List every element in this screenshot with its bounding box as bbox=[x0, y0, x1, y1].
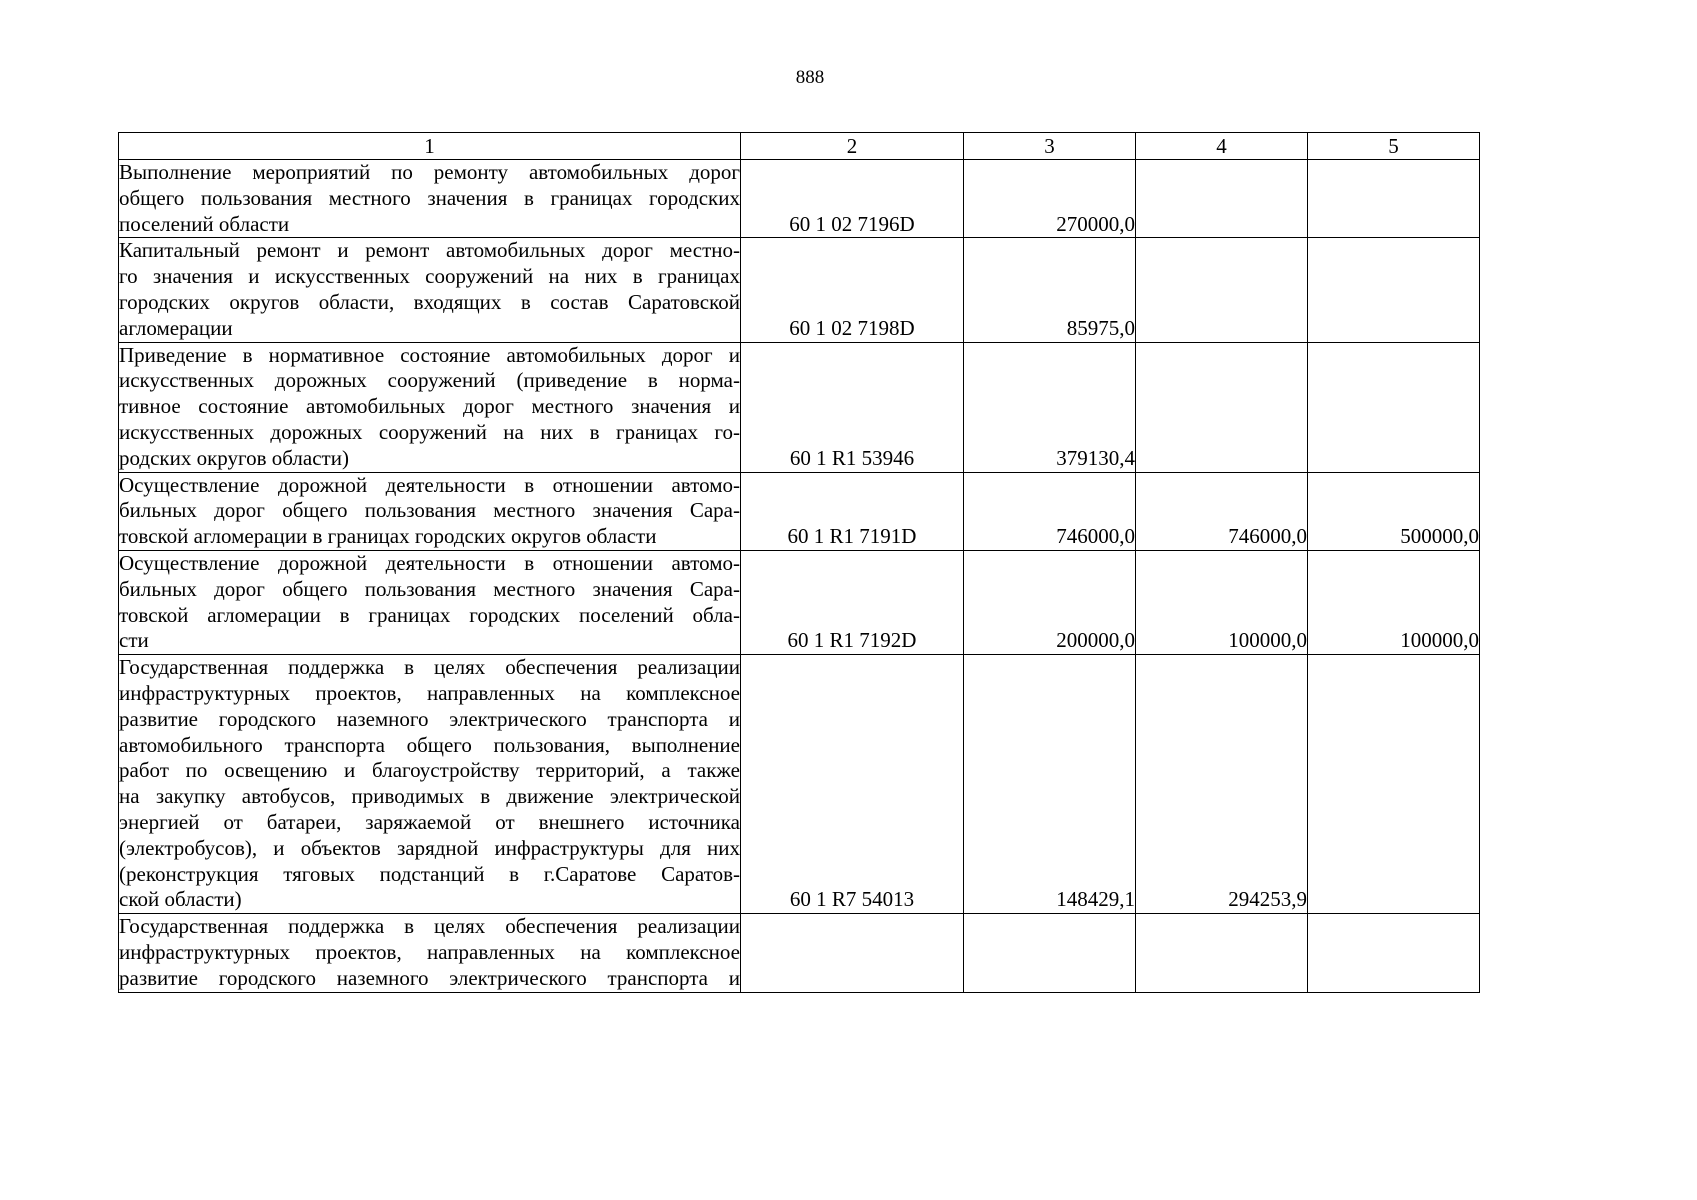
table-row bbox=[119, 472, 1480, 550]
amount-col3-cell bbox=[964, 914, 1136, 992]
amount-col5-cell bbox=[1308, 160, 1480, 238]
amount-col4-cell bbox=[1136, 914, 1308, 992]
budget-code-cell: 60 1 R1 7191D bbox=[741, 472, 964, 550]
amount-col5-cell bbox=[1308, 914, 1480, 992]
description-line: Выполнение мероприятий по ремонту автомобильных дорог bbox=[119, 160, 740, 184]
description-line: Капитальный ремонт и ремонт автомобильных дорог местно- bbox=[119, 238, 740, 263]
row-description bbox=[119, 655, 741, 914]
amount-col5-cell bbox=[1308, 655, 1480, 914]
amount-col4-cell bbox=[1136, 342, 1308, 472]
description-line: Приведение в нормативное состояние автомобильных дорог и bbox=[119, 342, 740, 367]
amount-col3-cell: 148429,1 bbox=[964, 655, 1136, 914]
description-line: работ по освещению и благоустройству территорий, а также bbox=[119, 758, 740, 783]
amount-col3-cell: 200000,0 bbox=[964, 550, 1136, 654]
row-description bbox=[119, 160, 741, 238]
table-row bbox=[119, 238, 1480, 342]
row-description bbox=[119, 238, 741, 342]
description-line: бильных дорог общего пользования местного значения Сара- bbox=[119, 576, 740, 601]
page-number: 888 bbox=[795, 67, 825, 88]
description-line: искусственных дорожных сооружений на них в границах го- bbox=[119, 419, 740, 444]
amount-col3-cell: 379130,4 bbox=[964, 342, 1136, 472]
header-row bbox=[119, 133, 1480, 160]
description-line: товской агломерации в границах городских округов области bbox=[119, 524, 657, 549]
row-description bbox=[119, 342, 741, 472]
description-line: Осуществление дорожной деятельности в отношении автомо- bbox=[119, 472, 740, 497]
description-line: Государственная поддержка в целях обеспечения реализации bbox=[119, 914, 740, 939]
budget-code-cell: 60 1 R1 7192D bbox=[741, 550, 964, 654]
table-row bbox=[119, 160, 1480, 238]
budget-table bbox=[118, 132, 1480, 993]
budget-code-cell: 60 1 02 7196D bbox=[741, 160, 964, 238]
row-description bbox=[119, 472, 741, 550]
column-header-4: 4 bbox=[1136, 133, 1308, 160]
amount-col3-cell: 746000,0 bbox=[964, 472, 1136, 550]
table-row bbox=[119, 655, 1480, 914]
table-row bbox=[119, 342, 1480, 472]
description-line: (электробусов), и объектов зарядной инфраструктуры для них bbox=[119, 835, 740, 860]
row-description bbox=[119, 914, 741, 992]
column-header-2: 2 bbox=[741, 133, 964, 160]
amount-col4-cell: 746000,0 bbox=[1136, 472, 1308, 550]
description-line: энергией от батареи, заряжаемой от внешнего источника bbox=[119, 809, 740, 834]
table-row bbox=[119, 550, 1480, 654]
budget-code-cell: 60 1 02 7198D bbox=[741, 238, 964, 342]
description-line: товской агломерации в границах городских поселений обла- bbox=[119, 602, 740, 627]
column-header-5: 5 bbox=[1308, 133, 1480, 160]
amount-col4-cell bbox=[1136, 238, 1308, 342]
column-header-3: 3 bbox=[964, 133, 1136, 160]
description-line: тивное состояние автомобильных дорог местного значения и bbox=[119, 394, 740, 419]
description-line: родских округов области) bbox=[119, 445, 349, 470]
description-line: автомобильного транспорта общего пользования, выполнение bbox=[119, 732, 740, 757]
description-line: на закупку автобусов, приводимых в движение электрической bbox=[119, 784, 740, 809]
description-line: сти bbox=[119, 628, 149, 653]
amount-col4-cell: 100000,0 bbox=[1136, 550, 1308, 654]
description-line: искусственных дорожных сооружений (приведение в норма- bbox=[119, 368, 740, 393]
description-line: общего пользования местного значения в границах городских bbox=[119, 185, 740, 210]
description-line: ской области) bbox=[119, 887, 242, 912]
description-line: инфраструктурных проектов, направленных на комплексное bbox=[119, 939, 740, 964]
amount-col5-cell bbox=[1308, 342, 1480, 472]
description-line: Осуществление дорожной деятельности в отношении автомо- bbox=[119, 550, 740, 575]
description-line: городских округов области, входящих в состав Саратовской bbox=[119, 289, 740, 314]
column-header-1: 1 bbox=[119, 133, 741, 160]
description-line: развитие городского наземного электрического транспорта и bbox=[119, 706, 740, 731]
table-row bbox=[119, 914, 1480, 992]
row-description bbox=[119, 550, 741, 654]
budget-code-cell: 60 1 R1 53946 bbox=[741, 342, 964, 472]
description-line: (реконструкция тяговых подстанций в г.Саратове Саратов- bbox=[119, 861, 740, 886]
amount-col5-cell: 500000,0 bbox=[1308, 472, 1480, 550]
amount-col3-cell: 85975,0 bbox=[964, 238, 1136, 342]
amount-col5-cell bbox=[1308, 238, 1480, 342]
description-line: агломерации bbox=[119, 315, 233, 340]
amount-col5-cell: 100000,0 bbox=[1308, 550, 1480, 654]
description-line: Государственная поддержка в целях обеспечения реализации bbox=[119, 655, 740, 680]
amount-col4-cell: 294253,9 bbox=[1136, 655, 1308, 914]
amount-col4-cell bbox=[1136, 160, 1308, 238]
description-line: поселений области bbox=[119, 211, 290, 236]
description-line: развитие городского наземного электрического транспорта и bbox=[119, 965, 740, 990]
table-header bbox=[119, 133, 1480, 160]
table-body bbox=[119, 160, 1480, 993]
description-line: бильных дорог общего пользования местного значения Сара- bbox=[119, 498, 740, 523]
budget-code-cell bbox=[741, 914, 964, 992]
budget-code-cell: 60 1 R7 54013 bbox=[741, 655, 964, 914]
description-line: го значения и искусственных сооружений на них в границах bbox=[119, 264, 740, 289]
amount-col3-cell: 270000,0 bbox=[964, 160, 1136, 238]
description-line: инфраструктурных проектов, направленных на комплексное bbox=[119, 680, 740, 705]
